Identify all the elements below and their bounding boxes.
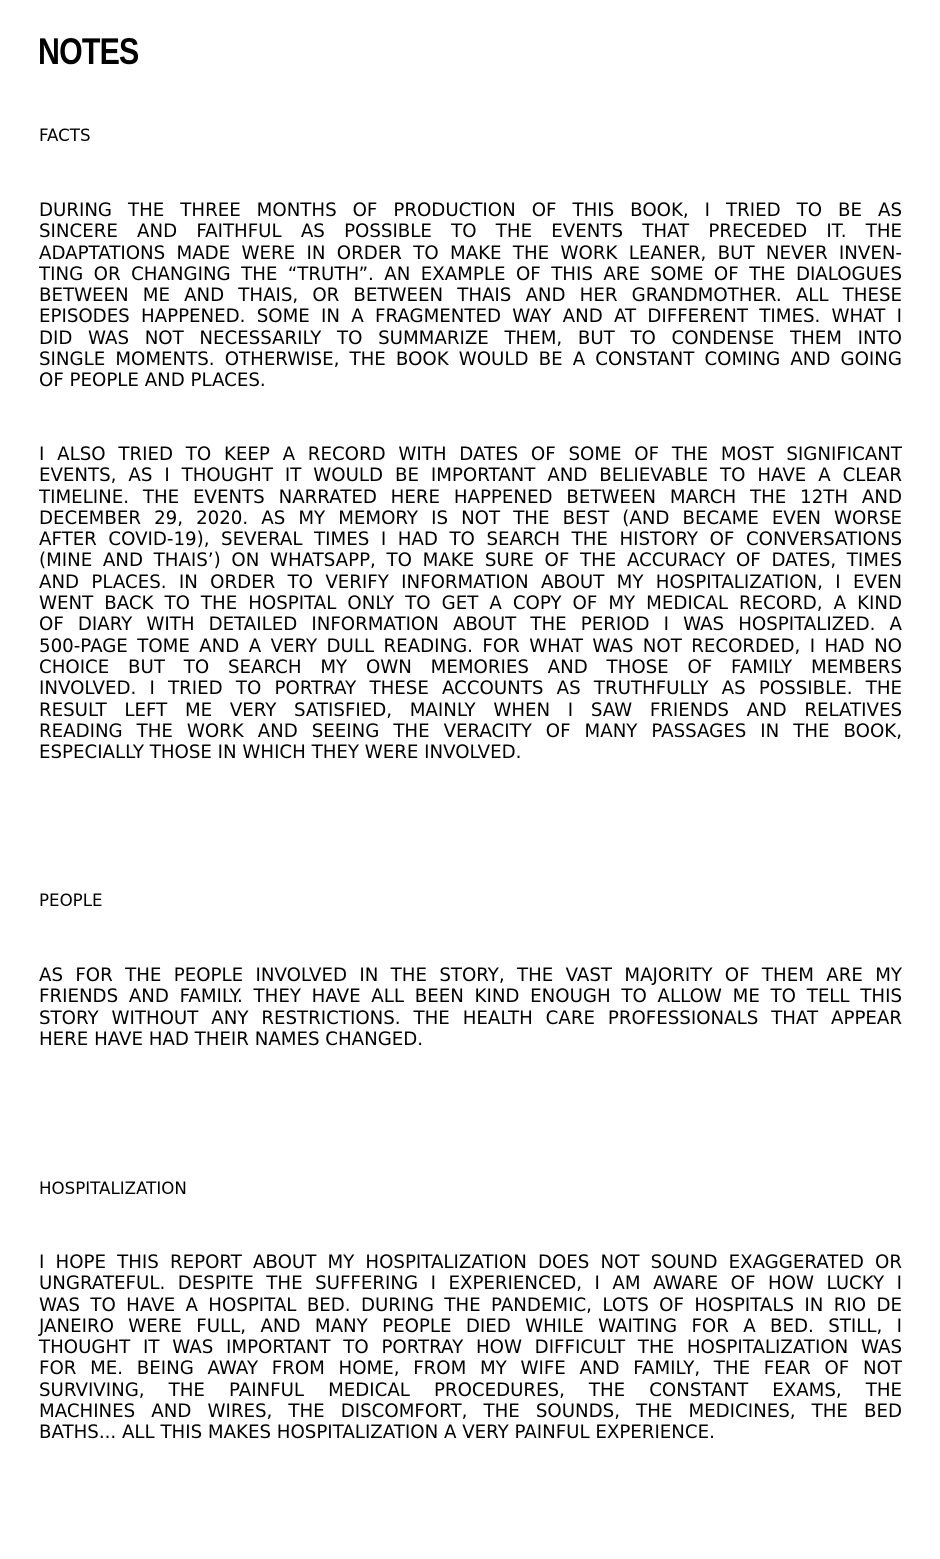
hospitalization-paragraph	[39, 1252, 902, 1444]
facts-paragraph-2	[39, 444, 902, 763]
people-paragraph	[39, 965, 902, 1050]
text-line: MACHINES AND WIRES, THE DISCOMFORT, THE SOUNDS, THE MEDICINES, THE BED	[39, 1401, 902, 1423]
text-line: AFTER COVID-19), SEVERAL TIMES I HAD TO SEARCH THE HISTORY OF CONVERSATIONS	[39, 529, 902, 551]
text-line: I ALSO TRIED TO KEEP A RECORD WITH DATES OF SOME OF THE MOST SIGNIFICANT	[39, 444, 902, 465]
text-line: CHOICE BUT TO SEARCH MY OWN MEMORIES AND THOSE OF FAMILY MEMBERS	[39, 656, 902, 678]
text-line: AS FOR THE PEOPLE INVOLVED IN THE STORY, THE VAST MAJORITY OF THEM ARE MY	[39, 965, 902, 986]
text-line: FRIENDS AND FAMILY. THEY HAVE ALL BEEN KIND ENOUGH TO ALLOW ME TO TELL THIS	[39, 986, 902, 1008]
text-line: TIMELINE. THE EVENTS NARRATED HERE HAPPENED BETWEEN MARCH THE 12TH AND	[39, 486, 902, 508]
text-line: AND PLACES. IN ORDER TO VERIFY INFORMATION ABOUT MY HOSPITALIZATION, I EVEN	[39, 571, 902, 593]
text-line: 500-PAGE TOME AND A VERY DULL READING. FOR WHAT WAS NOT RECORDED, I HAD NO	[39, 635, 902, 657]
text-line: JANEIRO WERE FULL, AND MANY PEOPLE DIED WHILE WAITING FOR A BED. STILL, I	[39, 1315, 902, 1337]
text-line: DID WAS NOT NECESSARILY TO SUMMARIZE THEM, BUT TO CONDENSE THEM INTO	[39, 327, 902, 349]
text-line: RESULT LEFT ME VERY SATISFIED, MAINLY WHEN I SAW FRIENDS AND RELATIVES	[39, 699, 902, 721]
text-line: EVENTS, AS I THOUGHT IT WOULD BE IMPORTANT AND BELIEVABLE TO HAVE A CLEAR	[39, 465, 902, 487]
text-line: INVOLVED. I TRIED TO PORTRAY THESE ACCOUNTS AS TRUTHFULLY AS POSSIBLE. THE	[39, 678, 902, 700]
text-line: THOUGHT IT WAS IMPORTANT TO PORTRAY HOW DIFFICULT THE HOSPITALIZATION WAS	[39, 1337, 902, 1359]
section-heading-hospitalization: HOSPITALIZATION	[39, 1179, 187, 1199]
text-line: OF DIARY WITH DETAILED INFORMATION ABOUT THE PERIOD I WAS HOSPITALIZED. A	[39, 614, 902, 636]
text-line: ESPECIALLY THOSE IN WHICH THEY WERE INVOLVED.	[39, 742, 522, 764]
text-line: BATHS... ALL THIS MAKES HOSPITALIZATION A VERY PAINFUL EXPERIENCE.	[39, 1422, 715, 1444]
text-line: EPISODES HAPPENED. SOME IN A FRAGMENTED WAY AND AT DIFFERENT TIMES. WHAT I	[39, 306, 902, 328]
text-line: ADAPTATIONS MADE WERE IN ORDER TO MAKE THE WORK LEANER, BUT NEVER INVEN-	[39, 242, 902, 264]
text-line: UNGRATEFUL. DESPITE THE SUFFERING I EXPERIENCED, I AM AWARE OF HOW LUCKY I	[39, 1273, 902, 1295]
page-title: NOTES	[38, 31, 139, 72]
section-heading-people: PEOPLE	[39, 891, 103, 911]
text-line: SURVIVING, THE PAINFUL MEDICAL PROCEDURES, THE CONSTANT EXAMS, THE	[39, 1379, 902, 1401]
text-line: BETWEEN ME AND THAIS, OR BETWEEN THAIS AND HER GRANDMOTHER. ALL THESE	[39, 285, 902, 307]
text-line: SINGLE MOMENTS. OTHERWISE, THE BOOK WOULD BE A CONSTANT COMING AND GOING	[39, 349, 902, 371]
text-line: FOR ME. BEING AWAY FROM HOME, FROM MY WIFE AND FAMILY, THE FEAR OF NOT	[39, 1358, 902, 1380]
text-line: STORY WITHOUT ANY RESTRICTIONS. THE HEALTH CARE PROFESSIONALS THAT APPEAR	[39, 1007, 902, 1029]
text-line: DECEMBER 29, 2020. AS MY MEMORY IS NOT THE BEST (AND BECAME EVEN WORSE	[39, 507, 902, 529]
text-line: TING OR CHANGING THE “TRUTH”. AN EXAMPLE OF THIS ARE SOME OF THE DIALOGUES	[39, 263, 902, 285]
text-line: DURING THE THREE MONTHS OF PRODUCTION OF THIS BOOK, I TRIED TO BE AS	[39, 200, 902, 221]
section-heading-facts: FACTS	[39, 126, 91, 146]
text-line: HERE HAVE HAD THEIR NAMES CHANGED.	[39, 1028, 424, 1050]
text-line: READING THE WORK AND SEEING THE VERACITY OF MANY PASSAGES IN THE BOOK,	[39, 720, 902, 742]
text-line: SINCERE AND FAITHFUL AS POSSIBLE TO THE EVENTS THAT PRECEDED IT. THE	[39, 221, 902, 243]
text-line: I HOPE THIS REPORT ABOUT MY HOSPITALIZATION DOES NOT SOUND EXAGGERATED OR	[39, 1252, 902, 1273]
text-line: OF PEOPLE AND PLACES.	[39, 370, 266, 392]
text-line: (MINE AND THAIS’) ON WHATSAPP, TO MAKE SURE OF THE ACCURACY OF DATES, TIMES	[39, 550, 902, 572]
facts-paragraph-1	[39, 200, 902, 392]
text-line: WAS TO HAVE A HOSPITAL BED. DURING THE PANDEMIC, LOTS OF HOSPITALS IN RIO DE	[39, 1294, 902, 1316]
text-line: WENT BACK TO THE HOSPITAL ONLY TO GET A COPY OF MY MEDICAL RECORD, A KIND	[39, 593, 902, 615]
